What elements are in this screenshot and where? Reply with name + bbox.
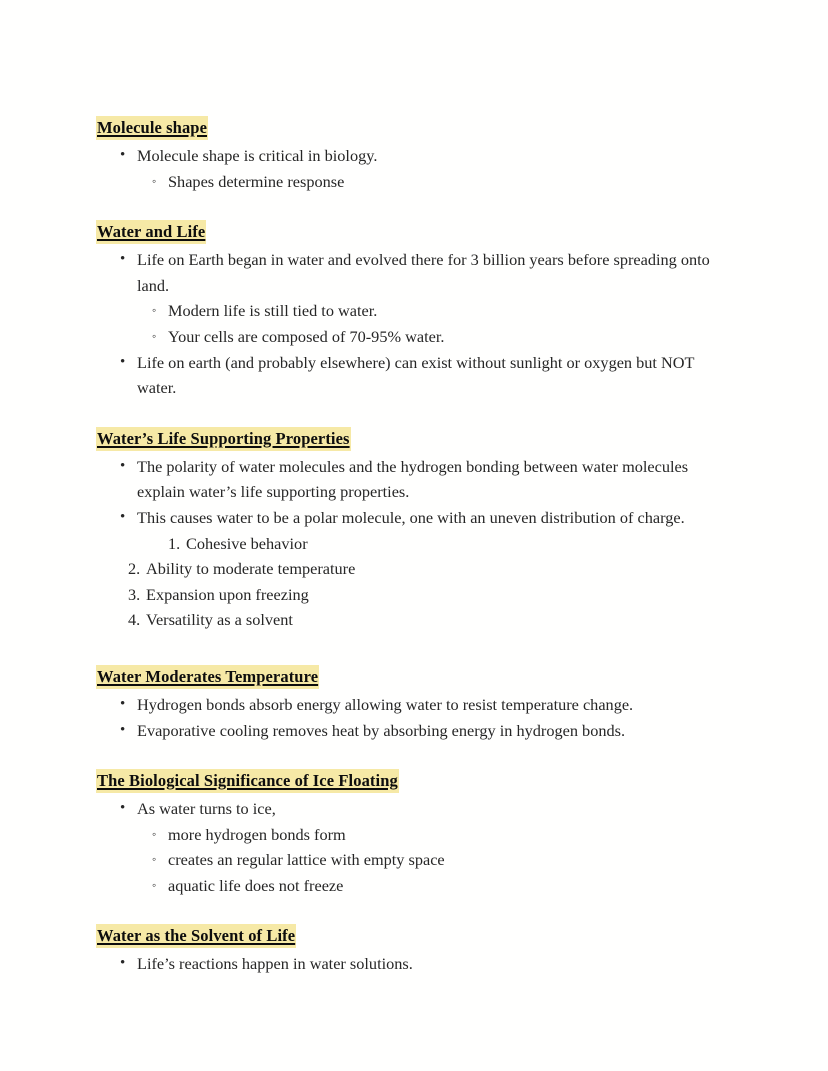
list-number: 1. <box>168 533 181 553</box>
heading-row <box>96 666 722 686</box>
bullet-list <box>96 796 722 898</box>
section-water-and-life <box>96 224 722 401</box>
section-water-life-supporting-properties <box>96 428 722 633</box>
list-item-text: Shapes determine response <box>168 171 345 191</box>
section-heading: The Biological Significance of Ice Floating <box>96 769 399 793</box>
list-item <box>96 718 722 744</box>
list-number: 3. <box>128 584 141 604</box>
document-body <box>96 120 722 977</box>
list-item-text: Ability to moderate temperature <box>146 559 356 579</box>
list-item <box>96 556 722 582</box>
sub-bullet-list <box>137 822 722 899</box>
heading-row <box>96 928 722 945</box>
list-item <box>96 692 722 718</box>
bullet-list <box>96 247 722 401</box>
heading-row <box>96 773 722 790</box>
section-spacer <box>96 633 722 669</box>
sub-bullet-icon: ◦ <box>152 877 157 892</box>
list-item-text: Life on earth (and probably elsewhere) can exist without sunlight or oxygen but NOT water. <box>137 352 695 398</box>
section-water-as-solvent-of-life <box>96 928 722 977</box>
list-item-text: creates an regular lattice with empty space <box>168 850 445 870</box>
section-heading: Molecule shape <box>96 116 208 140</box>
bullet-icon: • <box>120 147 126 163</box>
bullet-icon: • <box>120 955 126 972</box>
list-item-text: Hydrogen bonds absorb energy allowing water to resist temperature change. <box>137 694 634 714</box>
bullet-list <box>96 951 722 977</box>
list-item <box>96 796 722 898</box>
section-heading: Water Moderates Temperature <box>96 665 319 689</box>
list-item-text: Your cells are composed of 70-95% water. <box>168 326 445 346</box>
list-number: 2. <box>128 559 141 579</box>
heading-row <box>96 120 722 137</box>
bullet-icon: • <box>120 695 126 712</box>
sub-bullet-icon: ◦ <box>152 852 157 867</box>
list-item-text: As water turns to ice, <box>137 799 276 819</box>
list-item-text: Life’s reactions happen in water solutions. <box>137 954 413 974</box>
bullet-icon: • <box>120 353 126 370</box>
bullet-list <box>96 692 722 743</box>
section-heading: Water as the Solvent of Life <box>96 924 296 948</box>
list-item <box>137 873 722 899</box>
list-item <box>137 324 722 350</box>
bullet-icon: • <box>120 508 126 525</box>
list-item <box>137 298 722 324</box>
list-item-text: Molecule shape is critical in biology. <box>137 146 378 165</box>
list-item <box>96 505 722 531</box>
list-item-text: Cohesive behavior <box>186 533 308 553</box>
section-biological-significance-ice-floating <box>96 773 722 898</box>
bullet-list <box>96 454 722 531</box>
list-item <box>137 169 722 195</box>
sub-bullet-list <box>137 298 722 349</box>
list-item-text: Evaporative cooling removes heat by absorbing energy in hydrogen bonds. <box>137 720 626 740</box>
list-item <box>96 531 722 557</box>
sub-bullet-icon: ◦ <box>152 173 157 188</box>
list-number: 4. <box>128 610 141 630</box>
section-heading: Water’s Life Supporting Properties <box>96 427 351 451</box>
list-item-text: more hydrogen bonds form <box>168 824 346 844</box>
list-item <box>96 582 722 608</box>
list-item <box>96 143 722 194</box>
list-item-text: Life on Earth began in water and evolved there for 3 billion years before spreading onto land. <box>137 250 710 295</box>
list-item-text: The polarity of water molecules and the hydrogen bonding between water molecules explain water’s life supporting properties. <box>137 456 689 502</box>
list-item <box>137 822 722 848</box>
list-item <box>96 247 722 349</box>
section-heading: Water and Life <box>96 220 206 244</box>
sub-bullet-icon: ◦ <box>152 826 157 841</box>
numbered-list <box>96 531 722 633</box>
list-item <box>96 951 722 977</box>
heading-row <box>96 428 722 448</box>
sub-bullet-list <box>137 169 722 195</box>
section-water-moderates-temperature <box>96 666 722 743</box>
list-item-text: Expansion upon freezing <box>146 584 309 604</box>
heading-row <box>96 224 722 241</box>
bullet-icon: • <box>120 457 126 474</box>
section-molecule-shape <box>96 120 722 194</box>
bullet-list <box>96 143 722 194</box>
list-item-text: This causes water to be a polar molecule, one with an uneven distribution of charge. <box>137 507 685 527</box>
sub-bullet-icon: ◦ <box>152 303 157 318</box>
list-item <box>96 454 722 505</box>
sub-bullet-icon: ◦ <box>152 328 157 343</box>
bullet-icon: • <box>120 800 126 817</box>
list-item <box>96 350 722 401</box>
bullet-icon: • <box>120 721 126 738</box>
list-item-text: Modern life is still tied to water. <box>168 301 378 321</box>
list-item-text: aquatic life does not freeze <box>168 875 344 895</box>
list-item-text: Versatility as a solvent <box>146 610 293 630</box>
bullet-icon: • <box>120 251 126 268</box>
list-item <box>137 847 722 873</box>
list-item <box>96 607 722 633</box>
